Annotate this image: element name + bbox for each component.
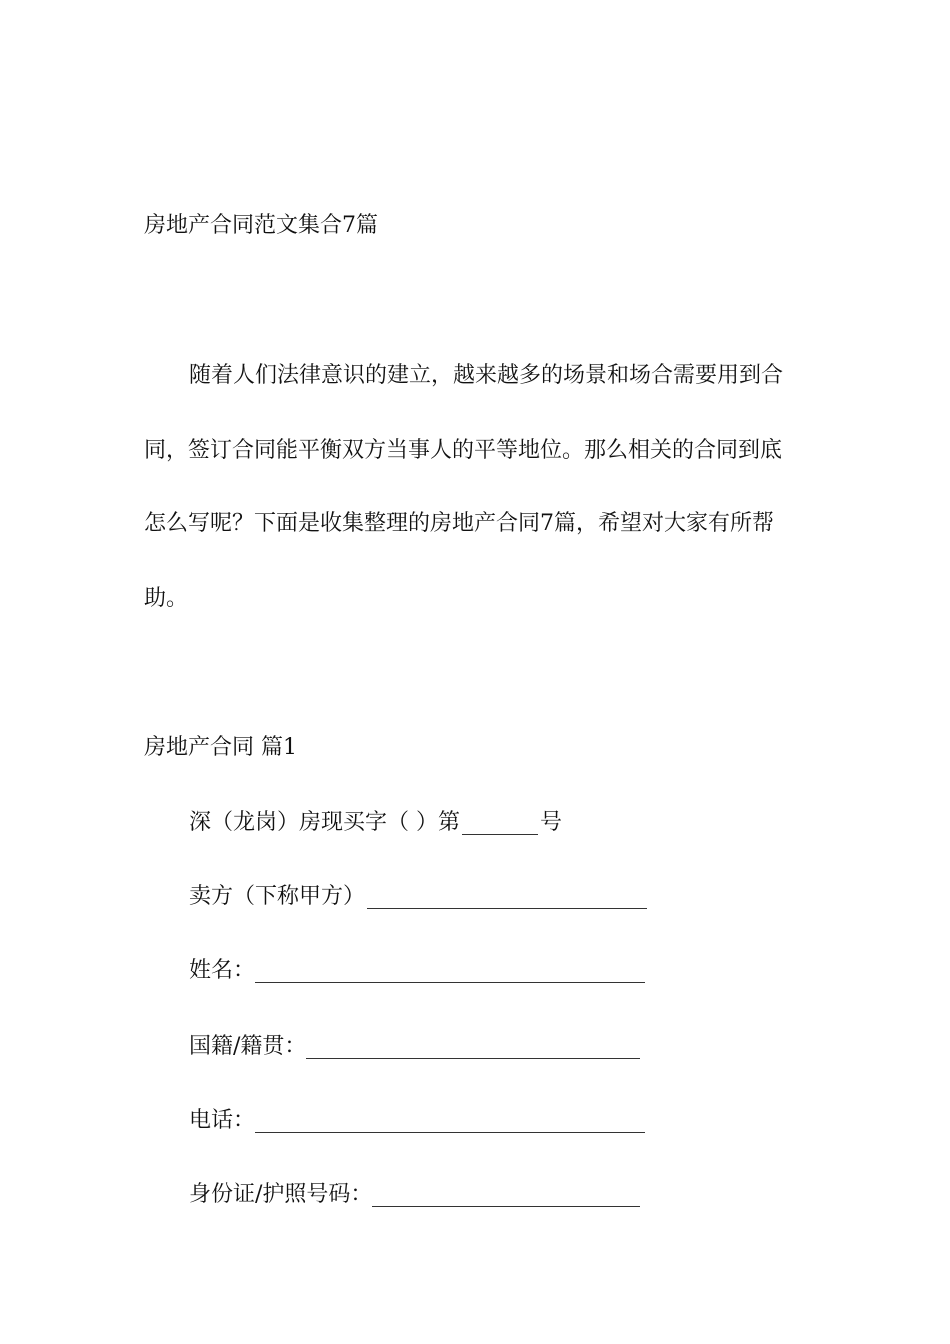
seller-blank bbox=[367, 886, 647, 909]
seller-label: 卖方（下称甲方） bbox=[189, 884, 366, 909]
name-blank bbox=[255, 960, 645, 983]
name-label: 姓名： bbox=[189, 958, 256, 983]
intro-paragraph-line: 助。 bbox=[144, 586, 189, 611]
intro-paragraph-line: 怎么写呢？下面是收集整理的房地产合同7篇，希望对大家有所帮 bbox=[144, 511, 774, 536]
phone-row bbox=[189, 1106, 645, 1136]
phone-label: 电话： bbox=[189, 1108, 256, 1133]
id-number-label: 身份证/护照号码： bbox=[189, 1182, 373, 1207]
nationality-blank bbox=[306, 1036, 640, 1059]
id-number-blank bbox=[372, 1184, 640, 1207]
contract-number-row bbox=[189, 808, 562, 838]
intro-paragraph-line: 同，签订合同能平衡双方当事人的平等地位。那么相关的合同到底 bbox=[144, 438, 783, 463]
intro-paragraph-line: 随着人们法律意识的建立，越来越多的场景和场合需要用到合 bbox=[189, 363, 784, 388]
contract-number-suffix: 号 bbox=[540, 810, 563, 835]
document-title: 房地产合同范文集合7篇 bbox=[144, 213, 378, 238]
contract-number-blank bbox=[462, 812, 538, 835]
seller-row bbox=[189, 882, 647, 912]
phone-blank bbox=[255, 1110, 645, 1133]
name-row bbox=[189, 956, 645, 986]
contract-number-prefix: 深（龙岗）房现买字（ ）第 bbox=[189, 810, 460, 835]
nationality-label: 国籍/籍贯： bbox=[189, 1034, 307, 1059]
id-number-row bbox=[189, 1180, 640, 1210]
section-title: 房地产合同 篇1 bbox=[144, 735, 297, 760]
nationality-row bbox=[189, 1032, 640, 1062]
